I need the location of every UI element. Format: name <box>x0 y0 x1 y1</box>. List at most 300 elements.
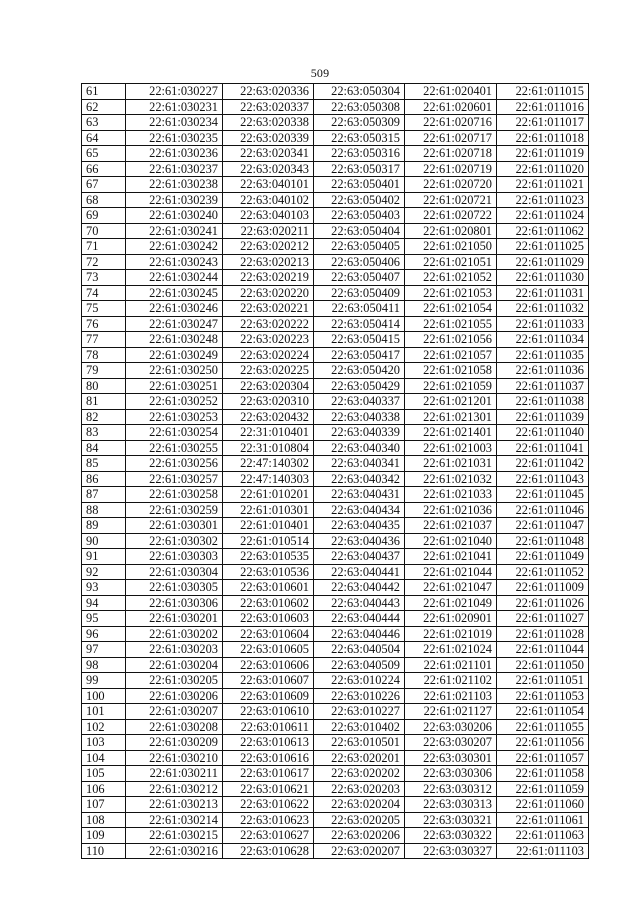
row-number-cell: 93 <box>82 580 126 596</box>
cadastral-code-cell: 22:61:021103 <box>405 688 497 704</box>
cadastral-code-cell: 22:63:040504 <box>314 642 405 658</box>
cadastral-code-cell: 22:61:030210 <box>126 750 223 766</box>
row-number-cell: 86 <box>82 471 126 487</box>
table-row <box>82 440 589 456</box>
table-row <box>82 146 589 162</box>
table-row <box>82 409 589 425</box>
table-row <box>82 161 589 177</box>
cadastral-code-cell: 22:61:021055 <box>405 316 497 332</box>
cadastral-code-cell: 22:61:021053 <box>405 285 497 301</box>
cadastral-code-cell: 22:61:030248 <box>126 332 223 348</box>
cadastral-code-cell: 22:63:010628 <box>223 843 314 859</box>
cadastral-code-cell: 22:61:011020 <box>497 161 589 177</box>
row-number-cell: 76 <box>82 316 126 332</box>
codes-table <box>81 83 589 859</box>
cadastral-code-cell: 22:61:030244 <box>126 270 223 286</box>
cadastral-code-cell: 22:61:030250 <box>126 363 223 379</box>
cadastral-code-cell: 22:61:011045 <box>497 487 589 503</box>
cadastral-code-cell: 22:61:030247 <box>126 316 223 332</box>
cadastral-code-cell: 22:61:030212 <box>126 781 223 797</box>
table-row <box>82 456 589 472</box>
cadastral-code-cell: 22:61:021057 <box>405 347 497 363</box>
table-row <box>82 657 589 673</box>
table-row <box>82 285 589 301</box>
cadastral-code-cell: 22:61:021051 <box>405 254 497 270</box>
cadastral-code-cell: 22:61:011047 <box>497 518 589 534</box>
cadastral-code-cell: 22:61:011063 <box>497 828 589 844</box>
cadastral-code-cell: 22:63:040342 <box>314 471 405 487</box>
row-number-cell: 101 <box>82 704 126 720</box>
cadastral-code-cell: 22:63:020223 <box>223 332 314 348</box>
cadastral-code-cell: 22:61:020901 <box>405 611 497 627</box>
table-row <box>82 270 589 286</box>
cadastral-code-cell: 22:63:020206 <box>314 828 405 844</box>
cadastral-code-cell: 22:61:011023 <box>497 192 589 208</box>
cadastral-code-cell: 22:61:021019 <box>405 626 497 642</box>
cadastral-code-cell: 22:61:020717 <box>405 130 497 146</box>
cadastral-code-cell: 22:61:021059 <box>405 378 497 394</box>
cadastral-code-cell: 22:61:030301 <box>126 518 223 534</box>
cadastral-code-cell: 22:61:030306 <box>126 595 223 611</box>
table-row <box>82 130 589 146</box>
cadastral-code-cell: 22:61:011049 <box>497 549 589 565</box>
cadastral-code-cell: 22:63:050411 <box>314 301 405 317</box>
table-row <box>82 254 589 270</box>
cadastral-code-cell: 22:63:040337 <box>314 394 405 410</box>
cadastral-code-cell: 22:61:030305 <box>126 580 223 596</box>
cadastral-code-cell: 22:63:040103 <box>223 208 314 224</box>
row-number-cell: 97 <box>82 642 126 658</box>
cadastral-code-cell: 22:61:011027 <box>497 611 589 627</box>
cadastral-code-cell: 22:63:050414 <box>314 316 405 332</box>
cadastral-code-cell: 22:61:011018 <box>497 130 589 146</box>
table-row <box>82 394 589 410</box>
cadastral-code-cell: 22:63:030312 <box>405 781 497 797</box>
cadastral-code-cell: 22:63:020204 <box>314 797 405 813</box>
cadastral-code-cell: 22:61:030227 <box>126 84 223 100</box>
cadastral-code-cell: 22:61:011033 <box>497 316 589 332</box>
table-row <box>82 301 589 317</box>
cadastral-code-cell: 22:61:011061 <box>497 812 589 828</box>
cadastral-code-cell: 22:63:020212 <box>223 239 314 255</box>
cadastral-code-cell: 22:61:030303 <box>126 549 223 565</box>
row-number-cell: 63 <box>82 115 126 131</box>
cadastral-code-cell: 22:61:020718 <box>405 146 497 162</box>
cadastral-code-cell: 22:63:040102 <box>223 192 314 208</box>
cadastral-code-cell: 22:61:011028 <box>497 626 589 642</box>
cadastral-code-cell: 22:61:021032 <box>405 471 497 487</box>
row-number-cell: 77 <box>82 332 126 348</box>
cadastral-code-cell: 22:61:030206 <box>126 688 223 704</box>
cadastral-code-cell: 22:63:050429 <box>314 378 405 394</box>
cadastral-code-cell: 22:61:030205 <box>126 673 223 689</box>
cadastral-code-cell: 22:63:020207 <box>314 843 405 859</box>
cadastral-code-cell: 22:63:050405 <box>314 239 405 255</box>
cadastral-code-cell: 22:61:011050 <box>497 657 589 673</box>
cadastral-code-cell: 22:63:030206 <box>405 719 497 735</box>
row-number-cell: 91 <box>82 549 126 565</box>
cadastral-code-cell: 22:61:011009 <box>497 580 589 596</box>
row-number-cell: 98 <box>82 657 126 673</box>
cadastral-code-cell: 22:61:030237 <box>126 161 223 177</box>
row-number-cell: 87 <box>82 487 126 503</box>
cadastral-code-cell: 22:61:021024 <box>405 642 497 658</box>
cadastral-code-cell: 22:61:030304 <box>126 564 223 580</box>
row-number-cell: 65 <box>82 146 126 162</box>
cadastral-code-cell: 22:63:050404 <box>314 223 405 239</box>
row-number-cell: 64 <box>82 130 126 146</box>
table-row <box>82 487 589 503</box>
cadastral-code-cell: 22:61:021031 <box>405 456 497 472</box>
cadastral-code-cell: 22:63:010601 <box>223 580 314 596</box>
row-number-cell: 71 <box>82 239 126 255</box>
cadastral-code-cell: 22:61:020601 <box>405 99 497 115</box>
table-row <box>82 766 589 782</box>
cadastral-code-cell: 22:61:011052 <box>497 564 589 580</box>
cadastral-code-cell: 22:61:011015 <box>497 84 589 100</box>
cadastral-code-cell: 22:47:140303 <box>223 471 314 487</box>
row-number-cell: 69 <box>82 208 126 224</box>
cadastral-code-cell: 22:61:011017 <box>497 115 589 131</box>
cadastral-code-cell: 22:63:030313 <box>405 797 497 813</box>
row-number-cell: 95 <box>82 611 126 627</box>
cadastral-code-cell: 22:63:050403 <box>314 208 405 224</box>
cadastral-code-cell: 22:63:040436 <box>314 533 405 549</box>
cadastral-code-cell: 22:61:011044 <box>497 642 589 658</box>
cadastral-code-cell: 22:63:030321 <box>405 812 497 828</box>
table-row <box>82 595 589 611</box>
row-number-cell: 75 <box>82 301 126 317</box>
cadastral-code-cell: 22:63:050409 <box>314 285 405 301</box>
cadastral-code-cell: 22:61:020720 <box>405 177 497 193</box>
cadastral-code-cell: 22:61:011048 <box>497 533 589 549</box>
cadastral-code-cell: 22:61:030246 <box>126 301 223 317</box>
table-row <box>82 750 589 766</box>
cadastral-code-cell: 22:61:030249 <box>126 347 223 363</box>
cadastral-code-cell: 22:61:030208 <box>126 719 223 735</box>
cadastral-code-cell: 22:63:040338 <box>314 409 405 425</box>
cadastral-code-cell: 22:61:030234 <box>126 115 223 131</box>
cadastral-code-cell: 22:63:010605 <box>223 642 314 658</box>
cadastral-code-cell: 22:63:020205 <box>314 812 405 828</box>
cadastral-code-cell: 22:63:040340 <box>314 440 405 456</box>
cadastral-code-cell: 22:63:010616 <box>223 750 314 766</box>
table-row <box>82 843 589 859</box>
cadastral-code-cell: 22:61:011056 <box>497 735 589 751</box>
row-number-cell: 89 <box>82 518 126 534</box>
cadastral-code-cell: 22:63:050309 <box>314 115 405 131</box>
cadastral-code-cell: 22:61:030256 <box>126 456 223 472</box>
row-number-cell: 83 <box>82 425 126 441</box>
cadastral-code-cell: 22:63:010535 <box>223 549 314 565</box>
cadastral-code-cell: 22:63:010623 <box>223 812 314 828</box>
cadastral-code-cell: 22:63:010607 <box>223 673 314 689</box>
cadastral-code-cell: 22:61:030204 <box>126 657 223 673</box>
cadastral-code-cell: 22:61:030243 <box>126 254 223 270</box>
row-number-cell: 107 <box>82 797 126 813</box>
table-row <box>82 781 589 797</box>
row-number-cell: 70 <box>82 223 126 239</box>
table-row <box>82 425 589 441</box>
cadastral-code-cell: 22:63:010603 <box>223 611 314 627</box>
cadastral-code-cell: 22:61:011039 <box>497 409 589 425</box>
cadastral-code-cell: 22:47:140302 <box>223 456 314 472</box>
cadastral-code-cell: 22:63:040442 <box>314 580 405 596</box>
table-row <box>82 673 589 689</box>
table-row <box>82 471 589 487</box>
cadastral-code-cell: 22:63:010606 <box>223 657 314 673</box>
cadastral-code-cell: 22:63:020202 <box>314 766 405 782</box>
cadastral-code-cell: 22:61:021050 <box>405 239 497 255</box>
cadastral-code-cell: 22:61:030251 <box>126 378 223 394</box>
cadastral-code-cell: 22:63:020225 <box>223 363 314 379</box>
cadastral-code-cell: 22:63:020221 <box>223 301 314 317</box>
cadastral-code-cell: 22:63:010602 <box>223 595 314 611</box>
cadastral-code-cell: 22:61:020722 <box>405 208 497 224</box>
table-row <box>82 239 589 255</box>
cadastral-code-cell: 22:61:030216 <box>126 843 223 859</box>
cadastral-code-cell: 22:61:021003 <box>405 440 497 456</box>
cadastral-code-cell: 22:61:020719 <box>405 161 497 177</box>
cadastral-code-cell: 22:61:011043 <box>497 471 589 487</box>
cadastral-code-cell: 22:61:011055 <box>497 719 589 735</box>
cadastral-code-cell: 22:63:050417 <box>314 347 405 363</box>
cadastral-code-cell: 22:61:030258 <box>126 487 223 503</box>
cadastral-code-cell: 22:61:021056 <box>405 332 497 348</box>
cadastral-code-cell: 22:63:050315 <box>314 130 405 146</box>
table-row <box>82 363 589 379</box>
cadastral-code-cell: 22:63:050415 <box>314 332 405 348</box>
cadastral-code-cell: 22:63:020338 <box>223 115 314 131</box>
table-row <box>82 347 589 363</box>
cadastral-code-cell: 22:61:030201 <box>126 611 223 627</box>
cadastral-code-cell: 22:63:010627 <box>223 828 314 844</box>
cadastral-code-cell: 22:61:030241 <box>126 223 223 239</box>
table-row <box>82 208 589 224</box>
cadastral-code-cell: 22:61:021044 <box>405 564 497 580</box>
row-number-cell: 96 <box>82 626 126 642</box>
cadastral-code-cell: 22:63:010226 <box>314 688 405 704</box>
row-number-cell: 73 <box>82 270 126 286</box>
cadastral-code-cell: 22:61:021127 <box>405 704 497 720</box>
row-number-cell: 82 <box>82 409 126 425</box>
cadastral-code-cell: 22:61:021036 <box>405 502 497 518</box>
table-row <box>82 704 589 720</box>
row-number-cell: 99 <box>82 673 126 689</box>
cadastral-code-cell: 22:63:010402 <box>314 719 405 735</box>
cadastral-code-cell: 22:63:040444 <box>314 611 405 627</box>
cadastral-code-cell: 22:61:021201 <box>405 394 497 410</box>
cadastral-code-cell: 22:61:021054 <box>405 301 497 317</box>
cadastral-code-cell: 22:61:030255 <box>126 440 223 456</box>
codes-table-body <box>82 84 589 859</box>
cadastral-code-cell: 22:61:011029 <box>497 254 589 270</box>
row-number-cell: 84 <box>82 440 126 456</box>
row-number-cell: 105 <box>82 766 126 782</box>
cadastral-code-cell: 22:61:010514 <box>223 533 314 549</box>
table-row <box>82 316 589 332</box>
cadastral-code-cell: 22:61:011025 <box>497 239 589 255</box>
row-number-cell: 88 <box>82 502 126 518</box>
table-row <box>82 518 589 534</box>
row-number-cell: 94 <box>82 595 126 611</box>
cadastral-code-cell: 22:63:040443 <box>314 595 405 611</box>
cadastral-code-cell: 22:63:040339 <box>314 425 405 441</box>
cadastral-code-cell: 22:61:010401 <box>223 518 314 534</box>
cadastral-code-cell: 22:61:030214 <box>126 812 223 828</box>
cadastral-code-cell: 22:61:011103 <box>497 843 589 859</box>
cadastral-code-cell: 22:63:010227 <box>314 704 405 720</box>
cadastral-code-cell: 22:61:011062 <box>497 223 589 239</box>
cadastral-code-cell: 22:63:020343 <box>223 161 314 177</box>
cadastral-code-cell: 22:63:020336 <box>223 84 314 100</box>
cadastral-code-cell: 22:61:011058 <box>497 766 589 782</box>
table-row <box>82 828 589 844</box>
table-row <box>82 797 589 813</box>
cadastral-code-cell: 22:61:030245 <box>126 285 223 301</box>
cadastral-code-cell: 22:61:011026 <box>497 595 589 611</box>
row-number-cell: 68 <box>82 192 126 208</box>
table-row <box>82 735 589 751</box>
cadastral-code-cell: 22:61:011030 <box>497 270 589 286</box>
table-row <box>82 115 589 131</box>
cadastral-code-cell: 22:63:040509 <box>314 657 405 673</box>
cadastral-code-cell: 22:61:021049 <box>405 595 497 611</box>
cadastral-code-cell: 22:63:010621 <box>223 781 314 797</box>
cadastral-code-cell: 22:63:040101 <box>223 177 314 193</box>
cadastral-code-cell: 22:63:020432 <box>223 409 314 425</box>
cadastral-code-cell: 22:61:011024 <box>497 208 589 224</box>
cadastral-code-cell: 22:61:011034 <box>497 332 589 348</box>
cadastral-code-cell: 22:63:030306 <box>405 766 497 782</box>
table-row <box>82 564 589 580</box>
row-number-cell: 106 <box>82 781 126 797</box>
cadastral-code-cell: 22:61:021301 <box>405 409 497 425</box>
row-number-cell: 109 <box>82 828 126 844</box>
table-row <box>82 549 589 565</box>
cadastral-code-cell: 22:61:030209 <box>126 735 223 751</box>
cadastral-code-cell: 22:31:010401 <box>223 425 314 441</box>
table-row <box>82 812 589 828</box>
cadastral-code-cell: 22:63:050406 <box>314 254 405 270</box>
cadastral-code-cell: 22:61:030202 <box>126 626 223 642</box>
cadastral-code-cell: 22:61:030242 <box>126 239 223 255</box>
cadastral-code-cell: 22:61:030203 <box>126 642 223 658</box>
cadastral-code-cell: 22:61:011041 <box>497 440 589 456</box>
cadastral-code-cell: 22:61:030254 <box>126 425 223 441</box>
cadastral-code-cell: 22:61:011031 <box>497 285 589 301</box>
cadastral-code-cell: 22:63:030301 <box>405 750 497 766</box>
cadastral-code-cell: 22:61:011037 <box>497 378 589 394</box>
row-number-cell: 104 <box>82 750 126 766</box>
cadastral-code-cell: 22:61:030215 <box>126 828 223 844</box>
cadastral-code-cell: 22:63:010617 <box>223 766 314 782</box>
cadastral-code-cell: 22:61:020721 <box>405 192 497 208</box>
row-number-cell: 100 <box>82 688 126 704</box>
cadastral-code-cell: 22:61:010201 <box>223 487 314 503</box>
cadastral-code-cell: 22:61:011046 <box>497 502 589 518</box>
cadastral-code-cell: 22:63:010609 <box>223 688 314 704</box>
cadastral-code-cell: 22:63:050401 <box>314 177 405 193</box>
cadastral-code-cell: 22:61:011042 <box>497 456 589 472</box>
cadastral-code-cell: 22:63:040437 <box>314 549 405 565</box>
cadastral-code-cell: 22:61:030253 <box>126 409 223 425</box>
cadastral-code-cell: 22:61:011054 <box>497 704 589 720</box>
cadastral-code-cell: 22:63:040341 <box>314 456 405 472</box>
cadastral-code-cell: 22:61:011032 <box>497 301 589 317</box>
table-row <box>82 223 589 239</box>
cadastral-code-cell: 22:63:020213 <box>223 254 314 270</box>
cadastral-code-cell: 22:61:030236 <box>126 146 223 162</box>
row-number-cell: 79 <box>82 363 126 379</box>
cadastral-code-cell: 22:61:011019 <box>497 146 589 162</box>
cadastral-code-cell: 22:63:030207 <box>405 735 497 751</box>
table-row <box>82 502 589 518</box>
table-row <box>82 332 589 348</box>
cadastral-code-cell: 22:63:010536 <box>223 564 314 580</box>
cadastral-code-cell: 22:61:021041 <box>405 549 497 565</box>
cadastral-code-cell: 22:61:030238 <box>126 177 223 193</box>
cadastral-code-cell: 22:61:021058 <box>405 363 497 379</box>
row-number-cell: 66 <box>82 161 126 177</box>
cadastral-code-cell: 22:61:030240 <box>126 208 223 224</box>
table-row <box>82 533 589 549</box>
table-row <box>82 378 589 394</box>
cadastral-code-cell: 22:61:010301 <box>223 502 314 518</box>
cadastral-code-cell: 22:61:030257 <box>126 471 223 487</box>
cadastral-code-cell: 22:63:020220 <box>223 285 314 301</box>
cadastral-code-cell: 22:61:030235 <box>126 130 223 146</box>
cadastral-code-cell: 22:61:030231 <box>126 99 223 115</box>
row-number-cell: 78 <box>82 347 126 363</box>
cadastral-code-cell: 22:61:030259 <box>126 502 223 518</box>
cadastral-code-cell: 22:31:010804 <box>223 440 314 456</box>
row-number-cell: 62 <box>82 99 126 115</box>
table-row <box>82 719 589 735</box>
cadastral-code-cell: 22:63:020341 <box>223 146 314 162</box>
cadastral-code-cell: 22:63:040434 <box>314 502 405 518</box>
table-row <box>82 84 589 100</box>
cadastral-code-cell: 22:63:010611 <box>223 719 314 735</box>
row-number-cell: 67 <box>82 177 126 193</box>
cadastral-code-cell: 22:63:010604 <box>223 626 314 642</box>
table-row <box>82 611 589 627</box>
cadastral-code-cell: 22:63:010622 <box>223 797 314 813</box>
cadastral-code-cell: 22:61:020801 <box>405 223 497 239</box>
cadastral-code-cell: 22:61:021033 <box>405 487 497 503</box>
table-row <box>82 580 589 596</box>
cadastral-code-cell: 22:63:050308 <box>314 99 405 115</box>
cadastral-code-cell: 22:63:020219 <box>223 270 314 286</box>
cadastral-code-cell: 22:63:010610 <box>223 704 314 720</box>
row-number-cell: 92 <box>82 564 126 580</box>
row-number-cell: 81 <box>82 394 126 410</box>
cadastral-code-cell: 22:61:011051 <box>497 673 589 689</box>
cadastral-code-cell: 22:61:011059 <box>497 781 589 797</box>
cadastral-code-cell: 22:63:050316 <box>314 146 405 162</box>
row-number-cell: 80 <box>82 378 126 394</box>
cadastral-code-cell: 22:61:030207 <box>126 704 223 720</box>
cadastral-code-cell: 22:63:020201 <box>314 750 405 766</box>
cadastral-code-cell: 22:61:030252 <box>126 394 223 410</box>
cadastral-code-cell: 22:61:030211 <box>126 766 223 782</box>
cadastral-code-cell: 22:63:050304 <box>314 84 405 100</box>
cadastral-code-cell: 22:61:011038 <box>497 394 589 410</box>
cadastral-code-cell: 22:61:020401 <box>405 84 497 100</box>
cadastral-code-cell: 22:61:011016 <box>497 99 589 115</box>
cadastral-code-cell: 22:63:020304 <box>223 378 314 394</box>
cadastral-code-cell: 22:61:030213 <box>126 797 223 813</box>
